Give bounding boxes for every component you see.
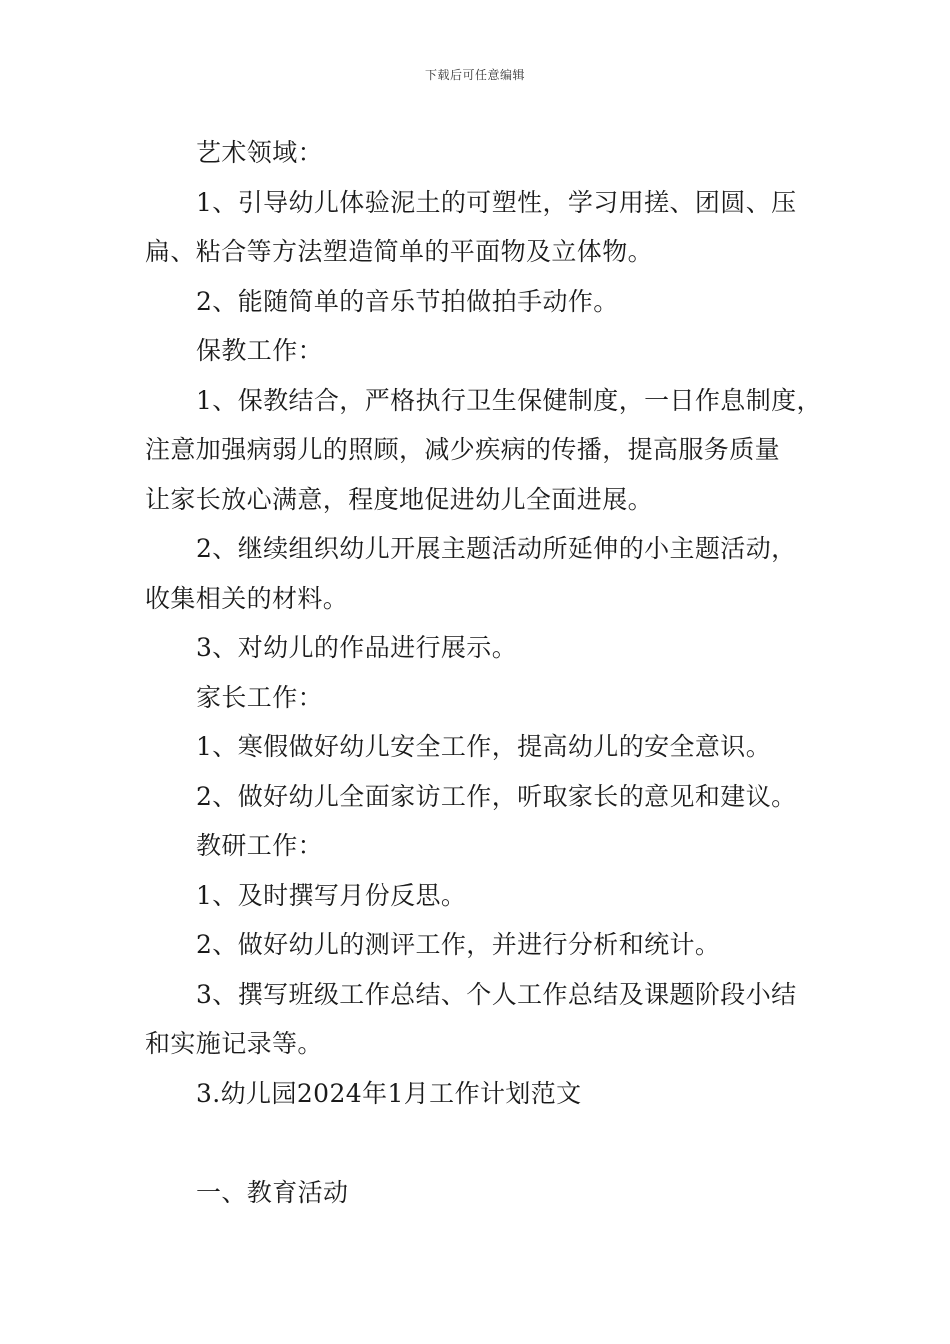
document-body <box>145 128 822 1217</box>
paragraph-line: 1、引导幼儿体验泥土的可塑性，学习用搓、团圆、压 <box>196 187 797 217</box>
page-header: 下载后可任意编辑 <box>424 68 525 82</box>
section-heading-research: 教研工作： <box>196 831 324 860</box>
paragraph-line: 3、对幼儿的作品进行展示。 <box>196 633 518 662</box>
blank-line <box>145 1118 810 1168</box>
paragraph-line: 收集相关的材料。 <box>145 583 349 613</box>
section-heading-education: 一、教育活动 <box>196 1177 349 1207</box>
paragraph-line: 1、保教结合，严格执行卫生保健制度，一日作息制度， <box>196 385 822 415</box>
paragraph-line: 和实施记录等。 <box>145 1029 323 1058</box>
paragraph-line: 2、能随简单的音乐节拍做拍手动作。 <box>196 286 619 316</box>
paragraph-line: 注意加强病弱儿的照顾，减少疾病的传播，提高服务质量 <box>145 435 781 464</box>
section-heading-art: 艺术领域： <box>196 138 324 167</box>
paragraph-line: 2、做好幼儿的测评工作，并进行分析和统计。 <box>196 930 721 959</box>
paragraph-line: 2、继续组织幼儿开展主题活动所延伸的小主题活动， <box>196 534 797 563</box>
paragraph-line: 扁、粘合等方法塑造简单的平面物及立体物。 <box>145 237 654 266</box>
document-title: 3.幼儿园2024年1月工作计划范文 <box>196 1078 582 1108</box>
paragraph-line: 3、撰写班级工作总结、个人工作总结及课题阶段小结 <box>196 979 797 1009</box>
paragraph-line: 1、寒假做好幼儿安全工作，提高幼儿的安全意识。 <box>196 732 772 761</box>
section-heading-care: 保教工作： <box>196 336 324 365</box>
paragraph-line: 让家长放心满意，程度地促进幼儿全面进展。 <box>145 484 654 514</box>
paragraph-line: 2、做好幼儿全面家访工作，听取家长的意见和建议。 <box>196 781 797 811</box>
section-heading-parents: 家长工作： <box>196 682 324 712</box>
paragraph-line: 1、及时撰写月份反思。 <box>196 880 467 910</box>
